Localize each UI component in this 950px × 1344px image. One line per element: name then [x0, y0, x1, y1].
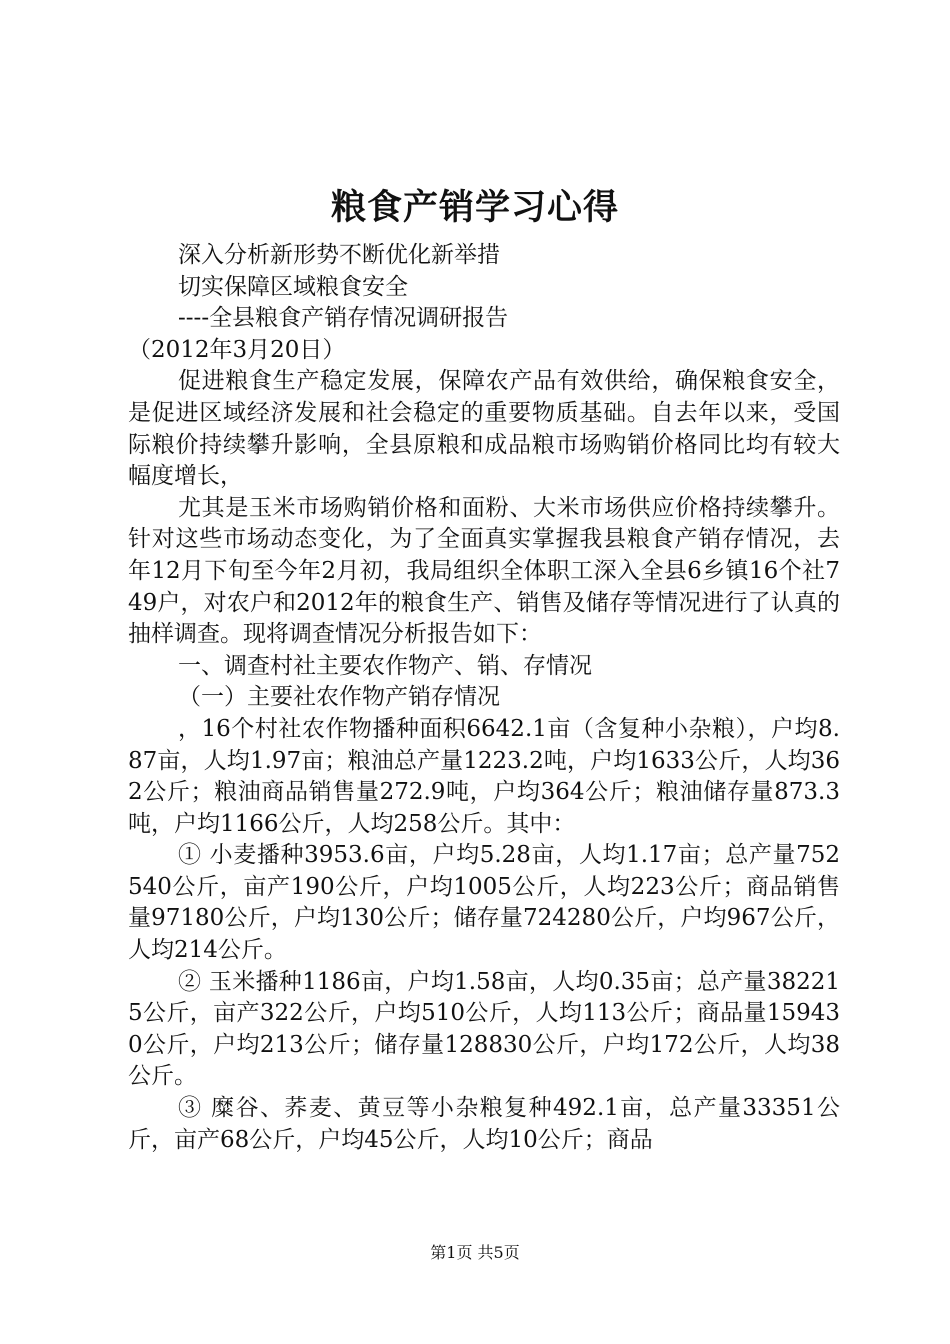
subtitle-line-1: 深入分析新形势不断优化新举措 — [178, 242, 500, 268]
page-footer: 第1页 共5页 — [430, 1243, 520, 1262]
paragraph-summary: ，16个村社农作物播种面积6642.1亩（含复种小杂粮），户均8.87亩，人均1.97亩；粮油总产量1223.2吨，户均1633公斤，人均362公斤；粮油商品销售量272.9吨，户均364公斤；粮油储存量873.3吨，户均1166公斤，人均258公斤。其中： — [128, 715, 840, 837]
paragraph-intro: 促进粮食生产稳定发展，保障农产品有效供给，确保粮食安全，是促进区域经济发展和社会稳定的重要物质基础。自去年以来，受国际粮价持续攀升影响，全县原粮和成品粮市场购销价格同比均有较大幅度增长， — [128, 368, 840, 490]
paragraph-survey: 尤其是玉米市场购销价格和面粉、大米市场供应价格持续攀升。针对这些市场动态变化，为了全面真实掌握我县粮食产销存情况，去年12月下旬至今年2月初，我局组织全体职工深入全县6乡镇16个社749户，对农户和2012年的粮食生产、销售及储存等情况进行了认真的抽样调查。现将调查情况分析报告如下： — [128, 494, 840, 648]
subsection-heading-1: （一）主要社农作物产销存情况 — [178, 684, 500, 711]
report-date: （2012年3月20日） — [128, 336, 346, 363]
paragraph-minor-grains: ③ 糜谷、荞麦、黄豆等小杂粮复种492.1亩，总产量33351公斤，亩产68公斤，户均45公斤，人均10公斤；商品 — [128, 1095, 840, 1153]
document-title: 粮食产销学习心得 — [330, 188, 619, 228]
subtitle-line-2: 切实保障区域粮食安全 — [178, 273, 408, 300]
paragraph-wheat: ① 小麦播种3953.6亩，户均5.28亩，人均1.17亩；总产量752540公斤，亩产190公斤，户均1005公斤，人均223公斤；商品销售量97180公斤，户均130公斤；储存量724280公斤，户均967公斤，人均214公斤。 — [128, 842, 840, 964]
subtitle-line-3: ----全县粮食产销存情况调研报告 — [178, 305, 509, 332]
section-heading-1: 一、调查村社主要农作物产、销、存情况 — [178, 652, 592, 679]
paragraph-corn: ② 玉米播种1186亩，户均1.58亩，人均0.35亩；总产量382215公斤，亩产322公斤，户均510公斤，人均113公斤；商品量159430公斤，户均213公斤；储存量128830公斤，户均172公斤，人均38公斤。 — [128, 968, 840, 1090]
document-body — [128, 240, 840, 1156]
